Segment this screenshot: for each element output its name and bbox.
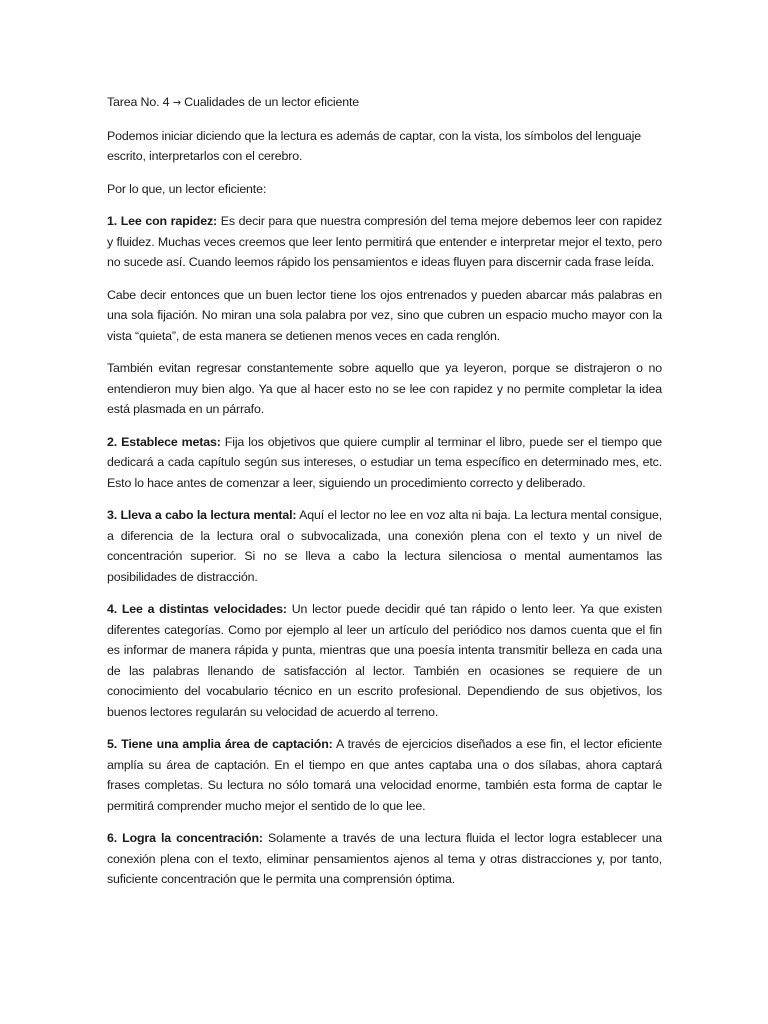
item-3-label: 3. Lleva a cabo la lectura mental: (107, 508, 297, 522)
item-1-label: 1. Lee con rapidez: (107, 214, 217, 228)
title-prefix: Tarea No. 4 (107, 95, 170, 109)
intro-paragraph: Podemos iniciar diciendo que la lectura es además de captar, con la vista, los símbolos del lenguaje escrito, interpretarlos con el cerebro. (107, 128, 641, 163)
item-2-label: 2. Establece metas: (107, 434, 221, 449)
item-4-paragraph (107, 599, 662, 722)
item-6-paragraph (107, 828, 662, 890)
item-6-text: Solamente a través de una lectura fluida el lector logra establecer una conexión plena con el texto, eliminar pensamientos ajenos al tema y otras distracciones y, por tanto, suficiente concentración que le permita una comprensión óptima. (107, 831, 662, 886)
document-page (107, 92, 662, 902)
arrow-right-icon: → (172, 96, 181, 109)
item-3-paragraph (107, 505, 662, 587)
item-6-label: 6. Logra la concentración: (107, 831, 263, 845)
item-5-label: 5. Tiene una amplia área de captación: (107, 737, 333, 751)
item-4-text: Un lector puede decidir qué tan rápido o lento leer. Ya que existen diferentes categorías. Como por ejemplo al leer un artículo del periódico nos damos cuenta que el fin es informar de manera rápida y punta, mientras que una poesía intenta transmitir belleza en cada una de las palabras llenando de satisfacción al lector. También en ocasiones se requiere de un conocimiento del vocabulario técnico en un escrito profesional. Dependiendo de sus objetivos, los buenos lectores regularán su velocidad de acuerdo al terreno. (107, 602, 662, 719)
item-1-paragraph (107, 211, 662, 273)
item-4-label: 4. Lee a distintas velocidades: (107, 602, 287, 616)
lead-paragraph: Por lo que, un lector eficiente: (107, 181, 267, 196)
item-5-paragraph (107, 734, 662, 816)
item-2-text: Fija los objetivos que quiere cumplir al terminar el libro, puede ser el tiempo que dedicará a cada capítulo según sus intereses, o estudiar un tema específico en determinado mes, etc. Esto lo hace antes de comenzar a leer, siguiendo un procedimiento correcto y deliberado. (107, 434, 662, 490)
item-1-paragraph-2: Cabe decir entonces que un buen lector tiene los ojos entrenados y pueden abarcar más palabras en una sola fijación. No miran una sola palabra por vez, sino que cubren un espacio mucho mayor con la vista “quieta”, de esta manera se detienen menos veces en cada renglón. (107, 287, 662, 343)
item-3-text: Aquí el lector no lee en voz alta ni baja. La lectura mental consigue, a diferencia de la lectura oral o subvocalizada, una conexión plena con el texto y un nivel de concentración superior. Si no se lleva a cabo la lectura silenciosa o mental aumentamos las posibilidades de distracción. (107, 508, 662, 584)
item-1-text: Es decir para que nuestra compresión del tema mejore debemos leer con rapidez y fluidez. Muchas veces creemos que leer lento permitirá que entender e interpretar mejor el texto, pero no sucede así. Cuando leemos rápido los pensamientos e ideas fluyen para discernir cada frase leída. (107, 214, 663, 269)
item-2-paragraph (107, 432, 662, 494)
item-1-paragraph-3: También evitan regresar constantemente sobre aquello que ya leyeron, porque se distrajeron o no entendieron muy bien algo. Ya que al hacer esto no se lee con rapidez y no permite completar la idea está plasmada en un párrafo. (107, 361, 662, 416)
document-title (107, 92, 662, 114)
item-5-text: A través de ejercicios diseñados a ese fin, el lector eficiente amplía su área de captación. En el tiempo en que antes captaba una o dos sílabas, ahora captará frases completas. Su lectura no sólo tomará una velocidad enorme, también esta forma de captar le permitirá comprender mucho mejor el sentido de lo que lee. (107, 737, 662, 813)
title-text: Cualidades de un lector eficiente (184, 95, 359, 109)
